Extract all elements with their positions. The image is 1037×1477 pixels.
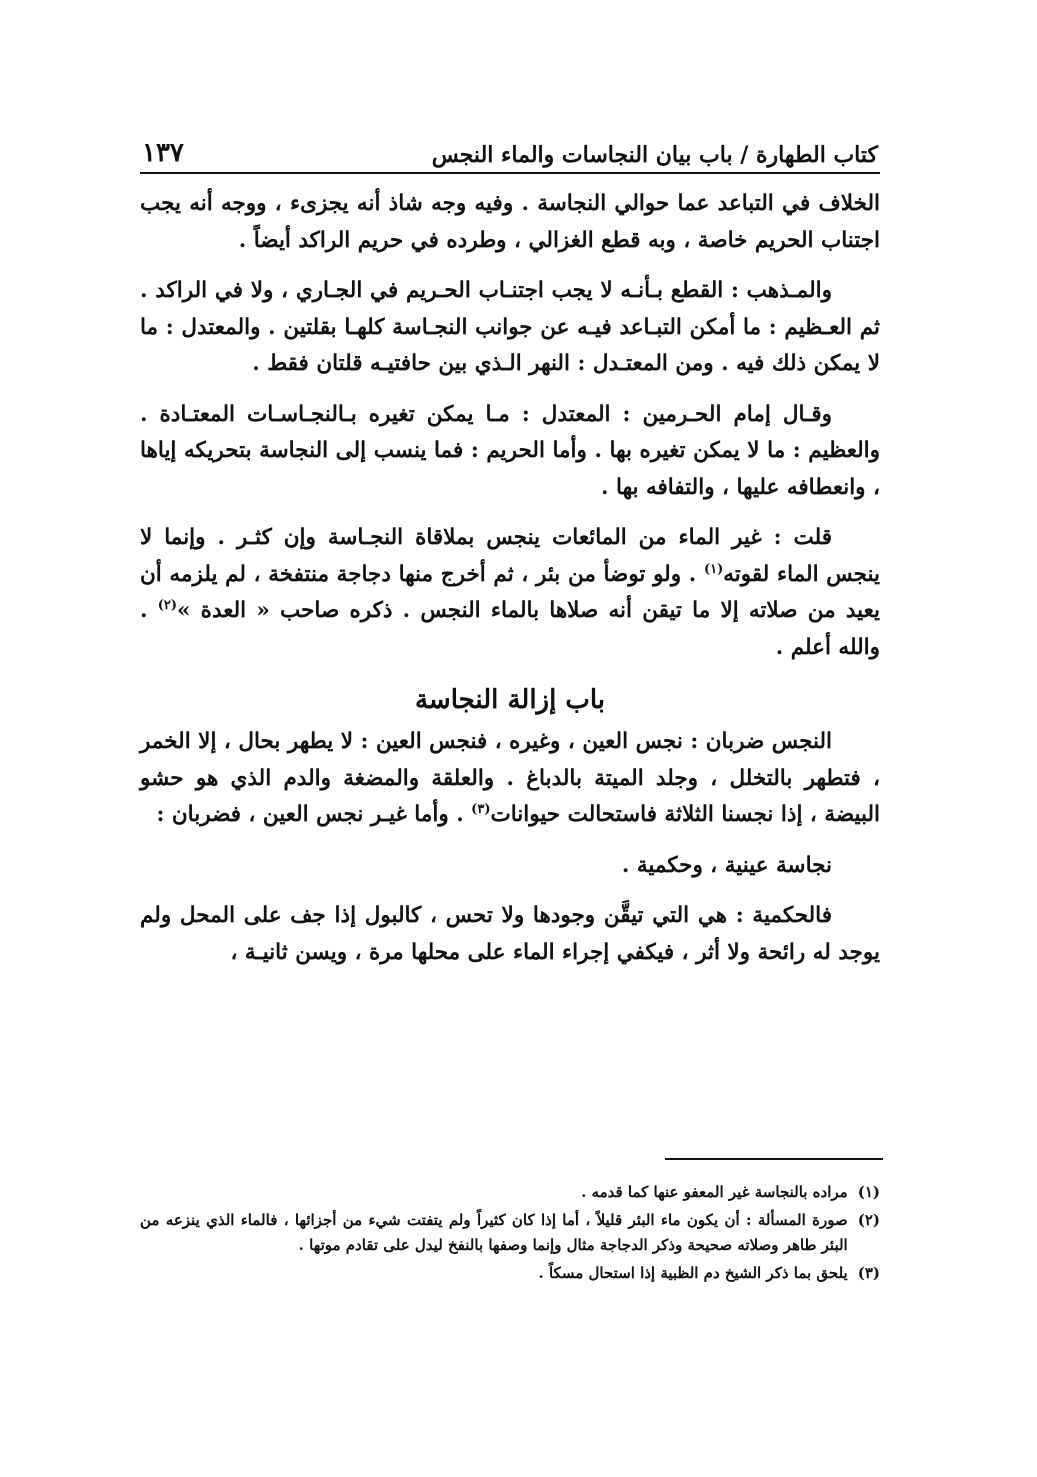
- footnote-2: [140, 1208, 880, 1258]
- paragraph-3: وقـال إمام الحـرمين : المعتدل : مـا يمكن تغيره بـالنجـاسـات المعتـادة . والعظيم : ما لا يمكن تغيره بها . وأما الحريم : فما ينسب إلى النجاسة بتحريكه إياها ، وانعطافه عليها ، والتفافه بها .: [140, 401, 880, 500]
- footnote-ref-1: (١): [703, 561, 724, 577]
- footnote-text: يلحق بما ذكر الشيخ دم الظبية إذا استحال مسكاً .: [538, 1264, 848, 1282]
- paragraph-4-part-a: قلت : غير الماء من المائعات ينجس بملاقاة النجـاسة وإن كثـر . وإنما لا ينجس الماء لقوته: [140, 525, 881, 587]
- footnotes: [140, 1180, 880, 1289]
- paragraph-5-part-b: . وأما غيـر نجس العين ، فضربان :: [156, 802, 472, 827]
- footnote-number: (١): [857, 1183, 880, 1201]
- paragraph-4: [140, 520, 880, 666]
- paragraph-2: والمـذهب : القطع بـأنـه لا يجب اجتنـاب الحـريم في الجـاري ، ولا في الراكد . ثم العـظيم : ما أمكن التبـاعد فيـه عن جوانب النجـاسة كلهـا بقلتين . والمعتدل : ما لا يمكن ذلك فيه . ومن المعتـدل : النهر الـذي بين حافتيـه قلتان فقط .: [140, 278, 880, 376]
- paragraph-4-part-c: . والله أعلم .: [140, 598, 880, 660]
- footnote-text: صورة المسألة : أن يكون ماء البئر قليلاً ، أما إذا كان كثيراً ولم يتفتت شيء من أجزائها ، فالماء الذي ينزعه من البئر طاهر وصلاته صحيحة وذكر الدجاجة مثال وإنما وصفها بالنفخ ليدل على تقادم موتها .: [140, 1211, 848, 1254]
- running-title: كتاب الطهارة / باب بيان النجاسات والماء النجس: [431, 142, 878, 168]
- main-text: [140, 186, 880, 971]
- section-heading: باب إزالة النجاسة: [414, 685, 606, 715]
- footnote-1: [140, 1180, 880, 1205]
- paragraph-4-part-b: . ولو توضأ من بئر ، ثم أخرج منها دجاجة منتفخة ، لم يلزمه أن يعيد من صلاته إلا ما تيقن أنه صلاها بالماء النجس . ذكره صاحب « العدة »: [140, 561, 880, 623]
- footnote-3: [140, 1261, 880, 1286]
- footnote-ref-3: (٣): [471, 801, 491, 817]
- footnote-ref-2: (٢): [157, 597, 178, 613]
- footnote-number: (٢): [857, 1211, 880, 1229]
- footnote-number: (٣): [857, 1264, 880, 1282]
- paragraph-6: نجاسة عينية ، وحكمية .: [621, 852, 832, 878]
- footnote-divider: [665, 1158, 883, 1160]
- footnote-text: مراده بالنجاسة غير المعفو عنها كما قدمه .: [581, 1183, 848, 1201]
- paragraph-5: [140, 724, 880, 834]
- paragraph-5-part-a: النجس ضربان : نجس العين ، وغيره ، فنجس العين : لا يطهر بحال ، إلا الخمر ، فتطهر بالتخلل ، وجلد الميتة بالدباغ . والعلقة والمضغة والدم الذي هو حشو البيضة ، إذا نجسنا الثلاثة فاستحالت حيوانات: [140, 729, 880, 827]
- paragraph-7: فالحكمية : هي التي تيقَّن وجودها ولا تحس ، كالبول إذا جف على المحل ولم يوجد له رائحة ولا أثر ، فيكفي إجراء الماء على محلها مرة ، ويسن ثانيـة ،: [140, 903, 880, 965]
- book-page: [140, 118, 880, 985]
- paragraph-1: الخلاف في التباعد عما حوالي النجاسة . وفيه وجه شاذ أنه يجزىء ، ووجه أنه يجب اجتناب الحريم خاصة ، وبه قطع الغزالي ، وطرده في حريم الراكد أيضاً .: [140, 191, 880, 253]
- page-number: ١٣٧: [142, 138, 184, 168]
- page-header: [140, 118, 880, 174]
